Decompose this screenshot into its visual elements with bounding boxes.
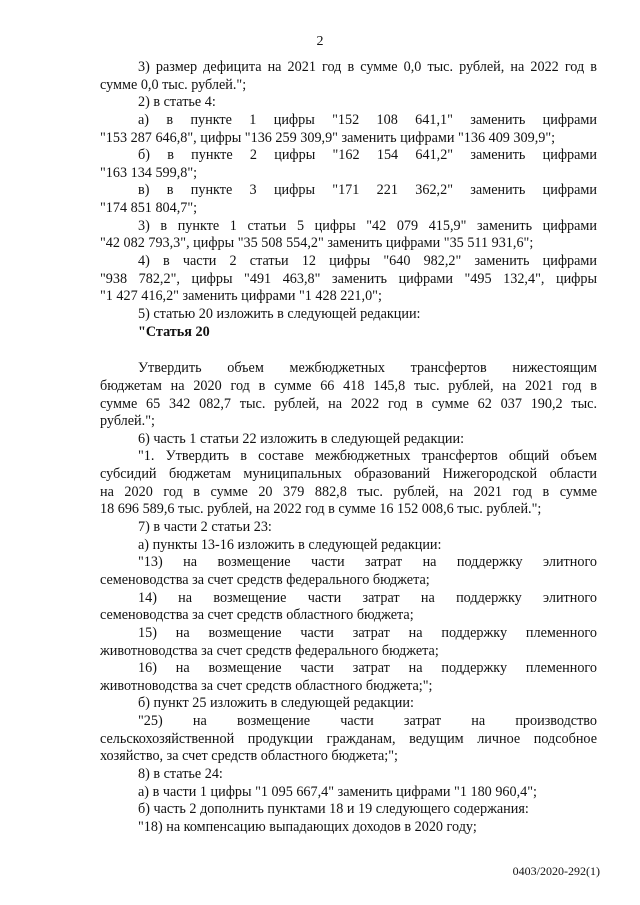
text-line: "25) на возмещение части затрат на производство xyxy=(138,713,597,730)
text-line: 15) на возмещение части затрат на поддержку племенного xyxy=(138,624,597,641)
text-line: семеноводства за счет средств федерального бюджета; xyxy=(100,571,430,588)
text-line: б) в пункте 2 цифры "162 154 641,2" заменить цифрами xyxy=(138,147,597,164)
text-line: "13) на возмещение части затрат на поддержку элитного xyxy=(138,554,597,571)
text-line: животноводства за счет средств федерального бюджета; xyxy=(100,642,439,659)
text-line: 3) в пункте 1 статьи 5 цифры "42 079 415,9" заменить цифрами xyxy=(138,217,597,234)
text-line: Утвердить объем межбюджетных трансфертов нижестоящим xyxy=(138,360,597,377)
text-line: 7) в части 2 статьи 23: xyxy=(138,519,272,536)
text-line: семеноводства за счет средств областного бюджета; xyxy=(100,607,414,624)
document-body xyxy=(100,59,597,837)
page-number: 2 xyxy=(316,34,324,49)
text-line: б) часть 2 дополнить пунктами 18 и 19 следующего содержания: xyxy=(138,801,529,818)
text-line: 14) на возмещение части затрат на поддержку элитного xyxy=(138,589,597,606)
document-code: 0403/2020-292(1) xyxy=(512,864,600,878)
text-line: на 2020 год в сумме 20 379 882,8 тыс. рублей, на 2021 год в сумме xyxy=(100,483,597,500)
text-line: а) в части 1 цифры "1 095 667,4" заменить цифрами "1 180 960,4"; xyxy=(138,783,537,800)
text-line: 2) в статье 4: xyxy=(138,94,216,111)
text-line: а) пункты 13-16 изложить в следующей редакции: xyxy=(138,536,442,553)
text-line: а) в пункте 1 цифры "152 108 641,1" заменить цифрами xyxy=(138,111,597,128)
text-line: 16) на возмещение части затрат на поддержку племенного xyxy=(138,660,597,677)
text-line: "938 782,2", цифры "491 463,8" заменить цифрами "495 132,4", цифры xyxy=(100,270,597,287)
text-line: 3) размер дефицита на 2021 год в сумме 0,0 тыс. рублей, на 2022 год в xyxy=(138,59,597,75)
text-line: сумме 0,0 тыс. рублей."; xyxy=(100,76,247,93)
text-line: "18) на компенсацию выпадающих доходов в 2020 году; xyxy=(138,818,477,835)
text-line: бюджетам на 2020 год в сумме 66 418 145,8 тыс. рублей, на 2021 год в xyxy=(100,377,597,394)
text-line: животноводства за счет средств областного бюджета;"; xyxy=(100,677,433,694)
text-line: 6) часть 1 статьи 22 изложить в следующей редакции: xyxy=(138,430,465,447)
text-line: "1 427 416,2" заменить цифрами "1 428 221,0"; xyxy=(100,288,382,305)
text-line: "163 134 599,8"; xyxy=(100,164,198,181)
text-line: в) в пункте 3 цифры "171 221 362,2" заменить цифрами xyxy=(138,182,597,199)
text-line: "1. Утвердить в составе межбюджетных трансфертов общий объем xyxy=(138,448,597,465)
paragraph-gap xyxy=(100,341,597,360)
text-line: "42 082 793,3", цифры "35 508 554,2" заменить цифрами "35 511 931,6"; xyxy=(100,235,534,252)
text-line: сумме 65 342 082,7 тыс. рублей, на 2022 год в сумме 62 037 190,2 тыс. xyxy=(100,395,597,412)
text-line: 18 696 589,6 тыс. рублей, на 2022 год в сумме 16 152 008,6 тыс. рублей."; xyxy=(100,501,542,518)
text-line: "153 287 646,8", цифры "136 259 309,9" заменить цифрами "136 409 309,9"; xyxy=(100,129,556,146)
text-line: рублей."; xyxy=(100,413,155,430)
text-line: сельскохозяйственной продукции гражданам, ведущим личное подсобное xyxy=(100,730,597,747)
text-line: "Статья 20 xyxy=(138,323,210,340)
text-line: субсидий бюджетам муниципальных образований Нижегородской области xyxy=(100,466,597,483)
text-line: 5) статью 20 изложить в следующей редакции: xyxy=(138,305,421,322)
text-line: хозяйство, за счет средств областного бюджета;"; xyxy=(100,748,398,765)
text-line: б) пункт 25 изложить в следующей редакции: xyxy=(138,695,414,712)
text-line: "174 851 804,7"; xyxy=(100,200,198,217)
text-line: 8) в статье 24: xyxy=(138,765,223,782)
text-line: 4) в части 2 статьи 12 цифры "640 982,2" заменить цифрами xyxy=(138,253,597,270)
